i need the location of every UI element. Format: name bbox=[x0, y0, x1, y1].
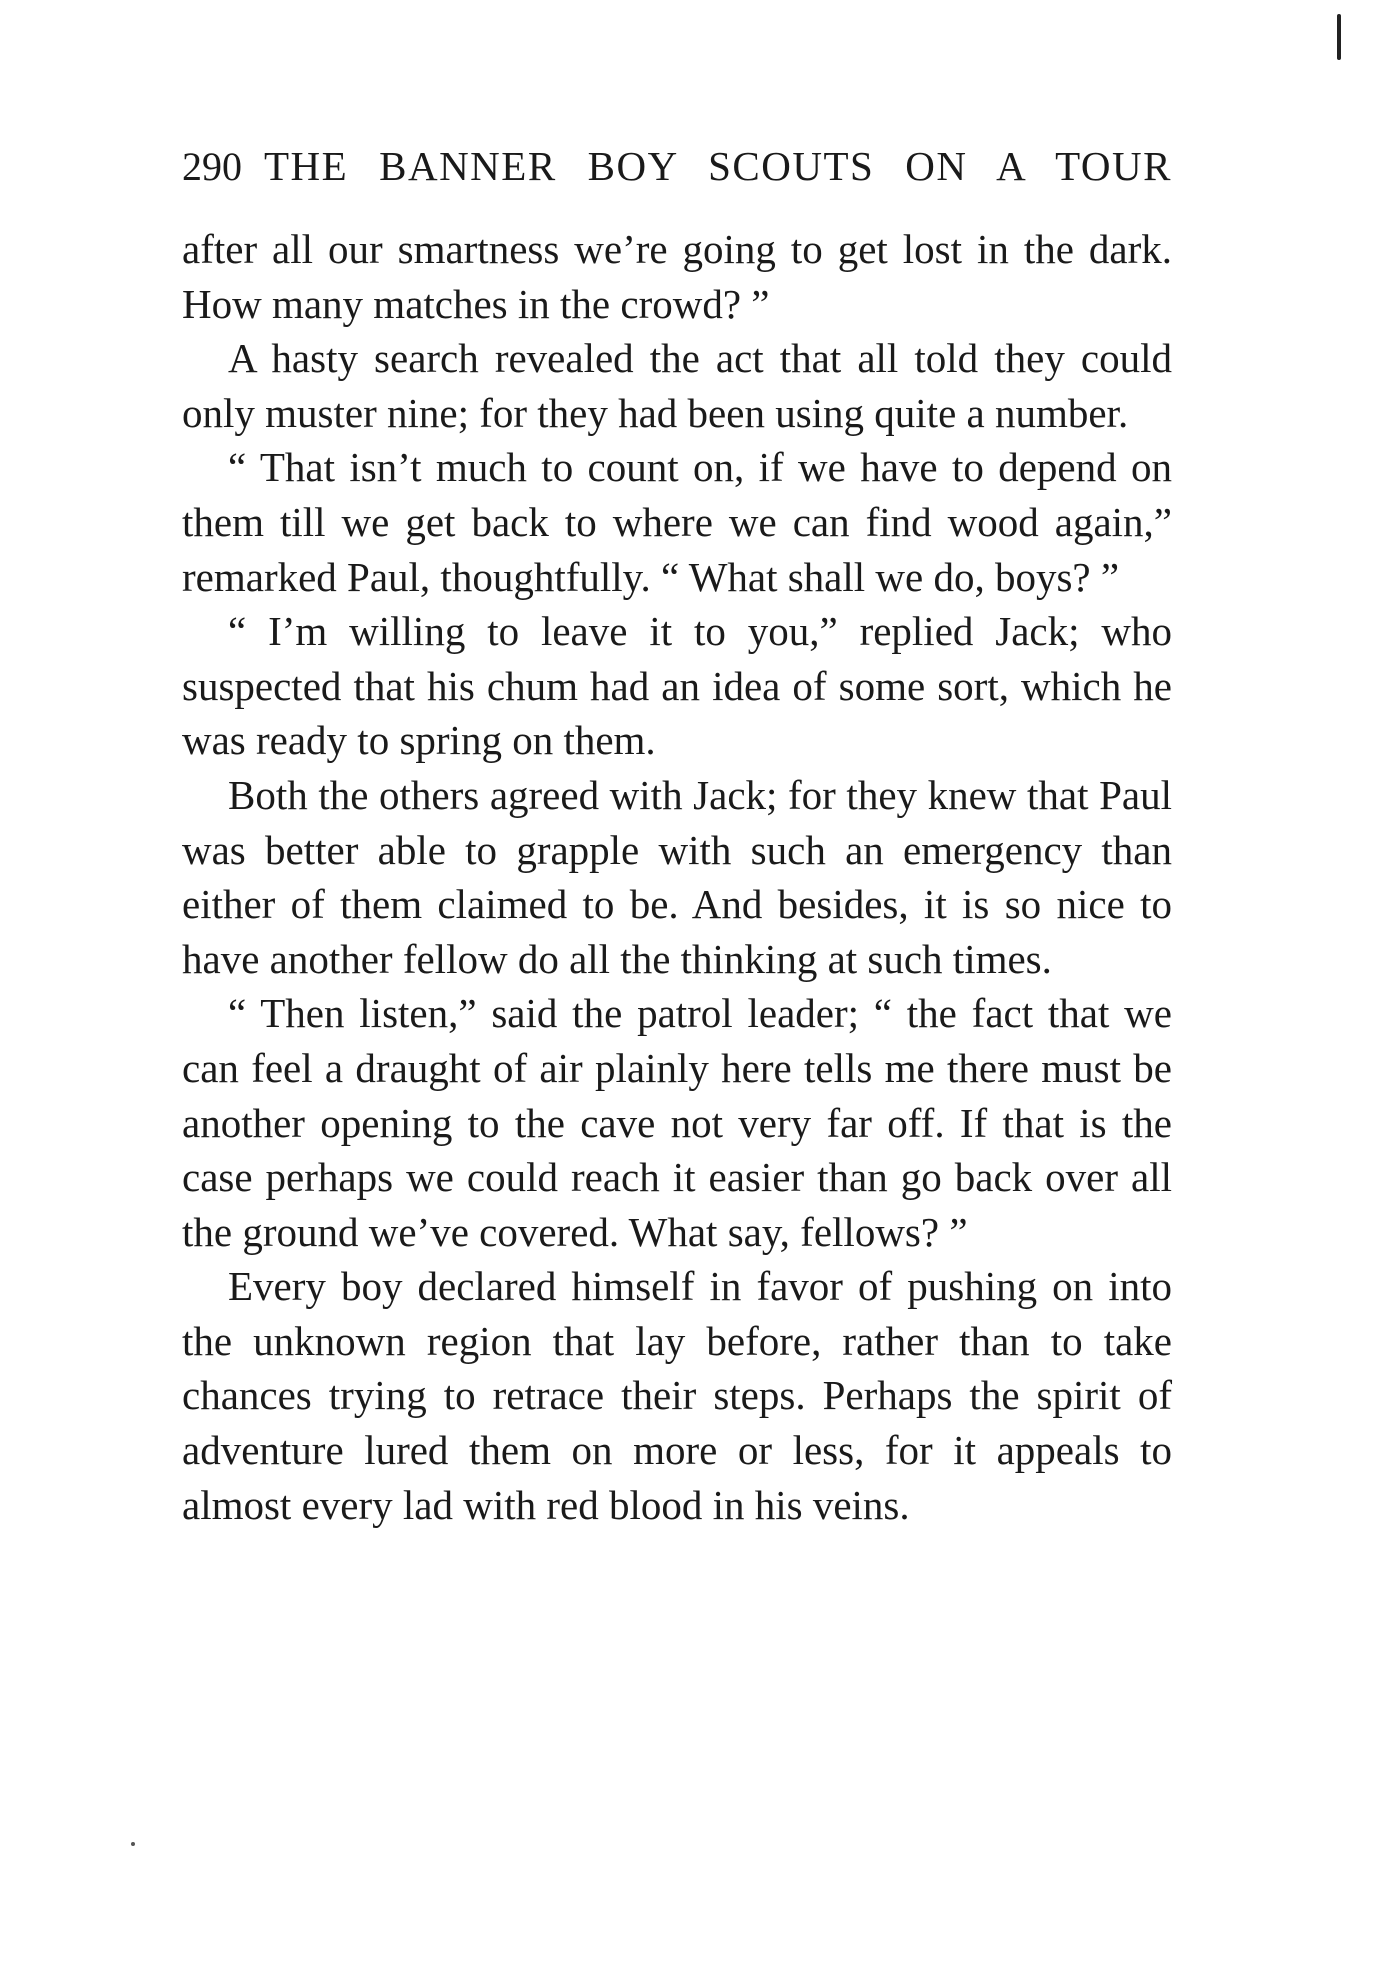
scan-mark bbox=[1337, 14, 1341, 60]
paragraph: “ Then listen,” said the patrol leader; “ the fact that we can feel a draught of air plainly here tells me there must be another opening to the cave not very far off. If that is the case perhaps we could reach it easier than go back over all the ground we’ve covered. What say, fellows? ” bbox=[182, 990, 1172, 1255]
page-number: 290 bbox=[182, 144, 242, 189]
scan-speck bbox=[131, 1842, 135, 1846]
paragraph: A hasty search revealed the act that all told they could only muster nine; for they had been using quite a number. bbox=[182, 335, 1172, 436]
running-title: THE BANNER BOY SCOUTS ON A TOUR bbox=[264, 143, 1172, 189]
paragraph: after all our smartness we’re going to get lost in the dark. How many matches in the crowd? ” bbox=[182, 226, 1172, 327]
paragraph: “ I’m willing to leave it to you,” replied Jack; who suspected that his chum had an idea of some sort, which he was ready to spring on them. bbox=[182, 608, 1172, 764]
paragraph: Every boy declared himself in favor of pushing on into the unknown region that lay before, rather than to take chances trying to retrace their steps. Perhaps the spirit of adventure lured them on more or less, for it appeals to almost every lad with red blood in his veins. bbox=[182, 1263, 1172, 1528]
paragraph: “ That isn’t much to count on, if we have to depend on them till we get back to where we can find wood again,” remarked Paul, thoughtfully. “ What shall we do, boys? ” bbox=[182, 444, 1172, 600]
running-header bbox=[182, 140, 1172, 193]
paragraph: Both the others agreed with Jack; for they knew that Paul was better able to grapple with such an emergency than either of them claimed to be. And besides, it is so nice to have another fellow do all the thinking at such times. bbox=[182, 771, 1172, 982]
body-text bbox=[182, 222, 1172, 1532]
